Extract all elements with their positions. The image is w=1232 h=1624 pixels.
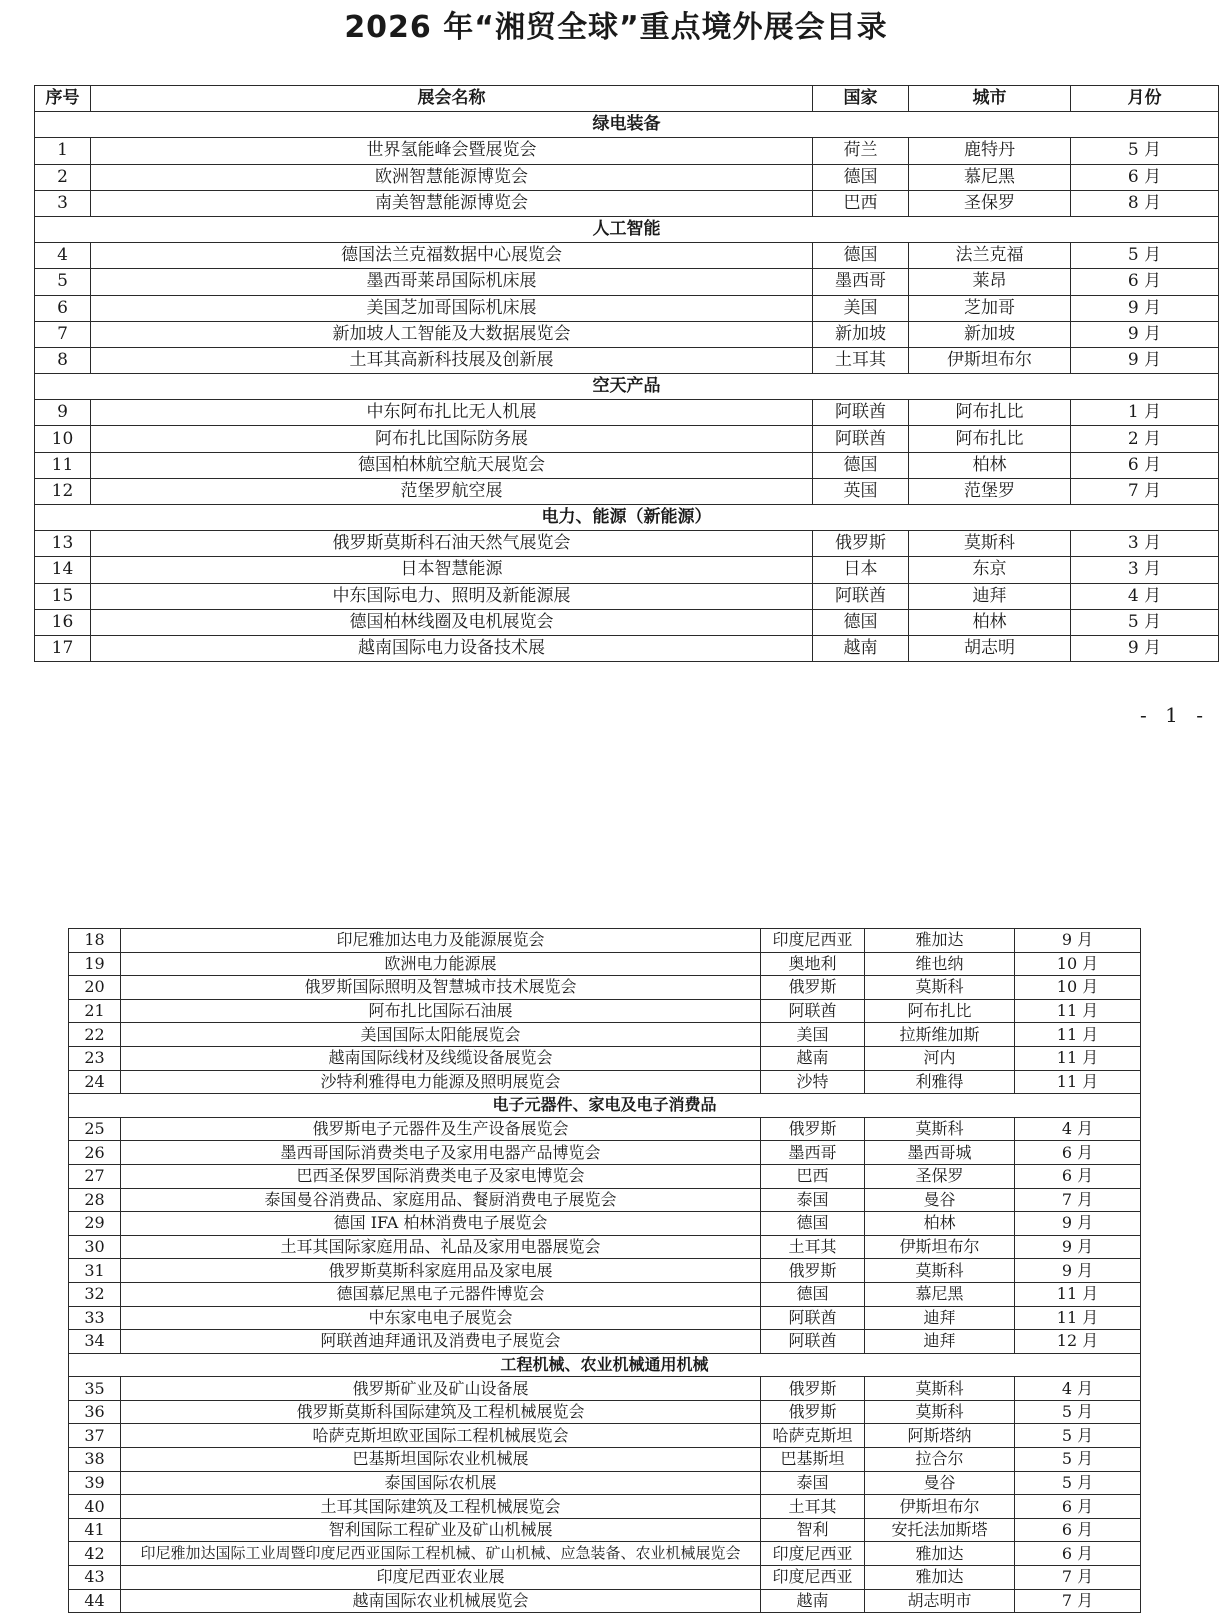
table-row — [35, 635, 1219, 661]
cell-month: 9 月 — [1015, 1259, 1141, 1283]
cell-month: 6 月 — [1015, 1518, 1141, 1542]
section-row — [35, 505, 1219, 531]
cell-city: 新加坡 — [909, 321, 1071, 347]
cell-country: 哈萨克斯坦 — [761, 1424, 865, 1448]
expo-table-page-1 — [34, 85, 1219, 662]
cell-month: 8 月 — [1071, 190, 1219, 216]
header-no: 序号 — [35, 86, 91, 112]
cell-month: 4 月 — [1015, 1377, 1141, 1401]
cell-no: 19 — [69, 952, 121, 976]
cell-month: 9 月 — [1071, 295, 1219, 321]
cell-expo-name: 德国柏林线圈及电机展览会 — [91, 609, 813, 635]
cell-country: 印度尼西亚 — [761, 929, 865, 953]
cell-month: 6 月 — [1015, 1542, 1141, 1566]
cell-country: 阿联酋 — [813, 583, 909, 609]
cell-city: 东京 — [909, 557, 1071, 583]
table-row — [69, 1589, 1141, 1613]
section-title: 电力、能源（新能源） — [35, 505, 1219, 531]
cell-city: 利雅得 — [865, 1070, 1015, 1094]
cell-month: 5 月 — [1015, 1471, 1141, 1495]
cell-month: 6 月 — [1071, 269, 1219, 295]
table-row — [35, 295, 1219, 321]
cell-month: 9 月 — [1015, 1235, 1141, 1259]
table-row — [69, 929, 1141, 953]
cell-month: 4 月 — [1071, 583, 1219, 609]
cell-expo-name: 哈萨克斯坦欧亚国际工程机械展览会 — [121, 1424, 761, 1448]
cell-expo-name: 沙特利雅得电力能源及照明展览会 — [121, 1070, 761, 1094]
cell-city: 圣保罗 — [865, 1164, 1015, 1188]
cell-country: 土耳其 — [761, 1235, 865, 1259]
cell-month: 10 月 — [1015, 952, 1141, 976]
cell-city: 法兰克福 — [909, 243, 1071, 269]
cell-month: 9 月 — [1071, 321, 1219, 347]
cell-month: 6 月 — [1015, 1141, 1141, 1165]
cell-no: 32 — [69, 1282, 121, 1306]
cell-city: 莫斯科 — [909, 531, 1071, 557]
cell-country: 俄罗斯 — [761, 1259, 865, 1283]
cell-country: 德国 — [813, 164, 909, 190]
cell-country: 巴西 — [761, 1164, 865, 1188]
cell-country: 奥地利 — [761, 952, 865, 976]
cell-country: 美国 — [813, 295, 909, 321]
cell-expo-name: 中东国际电力、照明及新能源展 — [91, 583, 813, 609]
cell-expo-name: 南美智慧能源博览会 — [91, 190, 813, 216]
cell-country: 印度尼西亚 — [761, 1566, 865, 1590]
section-row — [69, 1353, 1141, 1377]
cell-no: 39 — [69, 1471, 121, 1495]
cell-expo-name: 泰国国际农机展 — [121, 1471, 761, 1495]
cell-no: 22 — [69, 1023, 121, 1047]
cell-country: 阿联酋 — [761, 1306, 865, 1330]
cell-city: 拉合尔 — [865, 1448, 1015, 1472]
table-row — [69, 1235, 1141, 1259]
cell-city: 伊斯坦布尔 — [865, 1235, 1015, 1259]
table-row — [69, 1117, 1141, 1141]
cell-no: 35 — [69, 1377, 121, 1401]
table-row — [69, 1377, 1141, 1401]
section-row — [35, 112, 1219, 138]
table-row — [69, 1400, 1141, 1424]
cell-country: 泰国 — [761, 1471, 865, 1495]
cell-expo-name: 越南国际线材及线缆设备展览会 — [121, 1046, 761, 1070]
cell-expo-name: 墨西哥国际消费类电子及家用电器产品博览会 — [121, 1141, 761, 1165]
cell-expo-name: 印度尼西亚农业展 — [121, 1566, 761, 1590]
cell-expo-name: 土耳其国际家庭用品、礼品及家用电器展览会 — [121, 1235, 761, 1259]
cell-month: 11 月 — [1015, 1023, 1141, 1047]
cell-expo-name: 美国芝加哥国际机床展 — [91, 295, 813, 321]
cell-expo-name: 越南国际农业机械展览会 — [121, 1589, 761, 1613]
cell-country: 美国 — [761, 1023, 865, 1047]
cell-expo-name: 德国柏林航空航天展览会 — [91, 452, 813, 478]
cell-city: 迪拜 — [909, 583, 1071, 609]
cell-country: 印度尼西亚 — [761, 1542, 865, 1566]
cell-no: 11 — [35, 452, 91, 478]
cell-expo-name: 中东家电电子展览会 — [121, 1306, 761, 1330]
cell-city: 圣保罗 — [909, 190, 1071, 216]
cell-country: 阿联酋 — [813, 426, 909, 452]
cell-city: 慕尼黑 — [865, 1282, 1015, 1306]
cell-city: 雅加达 — [865, 1566, 1015, 1590]
table-row — [69, 1542, 1141, 1566]
cell-city: 维也纳 — [865, 952, 1015, 976]
section-row — [69, 1094, 1141, 1118]
cell-no: 37 — [69, 1424, 121, 1448]
cell-expo-name: 智利国际工程矿业及矿山机械展 — [121, 1518, 761, 1542]
cell-expo-name: 印尼雅加达电力及能源展览会 — [121, 929, 761, 953]
cell-country: 阿联酋 — [761, 1330, 865, 1354]
cell-month: 10 月 — [1015, 976, 1141, 1000]
cell-city: 莱昂 — [909, 269, 1071, 295]
cell-country: 巴基斯坦 — [761, 1448, 865, 1472]
table-row — [35, 557, 1219, 583]
table-row — [35, 478, 1219, 504]
cell-city: 阿斯塔纳 — [865, 1424, 1015, 1448]
table-row — [69, 1566, 1141, 1590]
cell-no: 17 — [35, 635, 91, 661]
cell-no: 2 — [35, 164, 91, 190]
cell-month: 9 月 — [1015, 929, 1141, 953]
cell-country: 新加坡 — [813, 321, 909, 347]
cell-month: 11 月 — [1015, 999, 1141, 1023]
table-row — [35, 426, 1219, 452]
cell-country: 俄罗斯 — [761, 1377, 865, 1401]
cell-no: 18 — [69, 929, 121, 953]
cell-month: 4 月 — [1015, 1117, 1141, 1141]
table-row — [69, 1188, 1141, 1212]
cell-month: 6 月 — [1015, 1495, 1141, 1519]
cell-country: 俄罗斯 — [813, 531, 909, 557]
cell-no: 9 — [35, 400, 91, 426]
cell-city: 莫斯科 — [865, 976, 1015, 1000]
table-row — [35, 164, 1219, 190]
cell-no: 16 — [35, 609, 91, 635]
cell-no: 21 — [69, 999, 121, 1023]
cell-month: 1 月 — [1071, 400, 1219, 426]
section-title: 空天产品 — [35, 374, 1219, 400]
table-row — [69, 1046, 1141, 1070]
table-row — [69, 952, 1141, 976]
cell-city: 阿布扎比 — [909, 426, 1071, 452]
cell-no: 33 — [69, 1306, 121, 1330]
cell-country: 俄罗斯 — [761, 976, 865, 1000]
cell-city: 阿布扎比 — [865, 999, 1015, 1023]
cell-country: 智利 — [761, 1518, 865, 1542]
cell-no: 44 — [69, 1589, 121, 1613]
cell-country: 德国 — [761, 1212, 865, 1236]
cell-expo-name: 俄罗斯矿业及矿山设备展 — [121, 1377, 761, 1401]
cell-no: 14 — [35, 557, 91, 583]
cell-month: 5 月 — [1015, 1424, 1141, 1448]
table-row — [69, 1495, 1141, 1519]
cell-expo-name: 德国慕尼黑电子元器件博览会 — [121, 1282, 761, 1306]
section-title: 绿电装备 — [35, 112, 1219, 138]
cell-city: 慕尼黑 — [909, 164, 1071, 190]
cell-month: 7 月 — [1015, 1589, 1141, 1613]
cell-country: 德国 — [813, 609, 909, 635]
cell-country: 巴西 — [813, 190, 909, 216]
cell-no: 23 — [69, 1046, 121, 1070]
section-title: 人工智能 — [35, 216, 1219, 242]
cell-no: 3 — [35, 190, 91, 216]
cell-expo-name: 俄罗斯电子元器件及生产设备展览会 — [121, 1117, 761, 1141]
cell-city: 莫斯科 — [865, 1117, 1015, 1141]
cell-country: 墨西哥 — [761, 1141, 865, 1165]
cell-country: 越南 — [761, 1046, 865, 1070]
cell-no: 10 — [35, 426, 91, 452]
section-row — [35, 216, 1219, 242]
table-row — [69, 1023, 1141, 1047]
table-row — [69, 999, 1141, 1023]
cell-no: 28 — [69, 1188, 121, 1212]
table-row — [69, 976, 1141, 1000]
cell-expo-name: 巴西圣保罗国际消费类电子及家电博览会 — [121, 1164, 761, 1188]
table-row — [69, 1448, 1141, 1472]
cell-expo-name: 美国国际太阳能展览会 — [121, 1023, 761, 1047]
cell-expo-name: 世界氢能峰会暨展览会 — [91, 138, 813, 164]
cell-city: 迪拜 — [865, 1306, 1015, 1330]
table-row — [35, 531, 1219, 557]
cell-city: 迪拜 — [865, 1330, 1015, 1354]
cell-month: 5 月 — [1015, 1448, 1141, 1472]
page-title: 2026 年“湘贸全球”重点境外展会目录 — [344, 10, 888, 45]
cell-city: 莫斯科 — [865, 1259, 1015, 1283]
cell-city: 河内 — [865, 1046, 1015, 1070]
cell-no: 43 — [69, 1566, 121, 1590]
cell-expo-name: 阿布扎比国际石油展 — [121, 999, 761, 1023]
cell-month: 9 月 — [1015, 1212, 1141, 1236]
cell-country: 德国 — [761, 1282, 865, 1306]
table-row — [69, 1330, 1141, 1354]
cell-month: 12 月 — [1015, 1330, 1141, 1354]
cell-city: 伊斯坦布尔 — [909, 347, 1071, 373]
cell-city: 胡志明 — [909, 635, 1071, 661]
table-row — [35, 347, 1219, 373]
cell-no: 27 — [69, 1164, 121, 1188]
cell-no: 41 — [69, 1518, 121, 1542]
cell-country: 阿联酋 — [813, 400, 909, 426]
table-row — [69, 1424, 1141, 1448]
cell-no: 26 — [69, 1141, 121, 1165]
cell-month: 6 月 — [1015, 1164, 1141, 1188]
cell-expo-name: 阿联酋迪拜通讯及消费电子展览会 — [121, 1330, 761, 1354]
cell-month: 11 月 — [1015, 1046, 1141, 1070]
table-row — [35, 400, 1219, 426]
header-name: 展会名称 — [91, 86, 813, 112]
cell-month: 7 月 — [1015, 1188, 1141, 1212]
cell-country: 越南 — [761, 1589, 865, 1613]
cell-expo-name: 中东阿布扎比无人机展 — [91, 400, 813, 426]
cell-expo-name: 俄罗斯国际照明及智慧城市技术展览会 — [121, 976, 761, 1000]
cell-city: 伊斯坦布尔 — [865, 1495, 1015, 1519]
cell-month: 2 月 — [1071, 426, 1219, 452]
cell-month: 5 月 — [1071, 138, 1219, 164]
cell-expo-name: 范堡罗航空展 — [91, 478, 813, 504]
cell-expo-name: 泰国曼谷消费品、家庭用品、餐厨消费电子展览会 — [121, 1188, 761, 1212]
cell-expo-name: 阿布扎比国际防务展 — [91, 426, 813, 452]
cell-country: 德国 — [813, 452, 909, 478]
cell-expo-name: 日本智慧能源 — [91, 557, 813, 583]
cell-expo-name: 德国法兰克福数据中心展览会 — [91, 243, 813, 269]
cell-country: 俄罗斯 — [761, 1400, 865, 1424]
cell-city: 莫斯科 — [865, 1377, 1015, 1401]
cell-no: 8 — [35, 347, 91, 373]
header-month: 月份 — [1071, 86, 1219, 112]
table-row — [35, 190, 1219, 216]
cell-no: 4 — [35, 243, 91, 269]
cell-month: 6 月 — [1071, 164, 1219, 190]
cell-city: 鹿特丹 — [909, 138, 1071, 164]
table-row — [35, 269, 1219, 295]
table-row — [69, 1518, 1141, 1542]
table-row — [69, 1070, 1141, 1094]
cell-no: 7 — [35, 321, 91, 347]
cell-no: 20 — [69, 976, 121, 1000]
table-row — [69, 1141, 1141, 1165]
cell-city: 胡志明市 — [865, 1589, 1015, 1613]
cell-month: 7 月 — [1071, 478, 1219, 504]
table-row — [35, 321, 1219, 347]
cell-expo-name: 欧洲电力能源展 — [121, 952, 761, 976]
cell-city: 莫斯科 — [865, 1400, 1015, 1424]
cell-city: 雅加达 — [865, 929, 1015, 953]
expo-table-page-2 — [68, 928, 1141, 1613]
cell-country: 英国 — [813, 478, 909, 504]
cell-expo-name: 越南国际电力设备技术展 — [91, 635, 813, 661]
table-row — [69, 1471, 1141, 1495]
cell-no: 42 — [69, 1542, 121, 1566]
cell-no: 24 — [69, 1070, 121, 1094]
cell-no: 31 — [69, 1259, 121, 1283]
cell-expo-name: 俄罗斯莫斯科家庭用品及家电展 — [121, 1259, 761, 1283]
table-row — [35, 138, 1219, 164]
cell-no: 5 — [35, 269, 91, 295]
cell-expo-name: 德国 IFA 柏林消费电子展览会 — [121, 1212, 761, 1236]
page-number: - 1 - — [1140, 703, 1209, 727]
cell-month: 5 月 — [1015, 1400, 1141, 1424]
section-title: 电子元器件、家电及电子消费品 — [69, 1094, 1141, 1118]
cell-country: 德国 — [813, 243, 909, 269]
cell-expo-name: 印尼雅加达国际工业周暨印度尼西亚国际工程机械、矿山机械、应急装备、农业机械展览会 — [121, 1542, 761, 1566]
cell-country: 土耳其 — [813, 347, 909, 373]
cell-expo-name: 新加坡人工智能及大数据展览会 — [91, 321, 813, 347]
cell-no: 40 — [69, 1495, 121, 1519]
cell-country: 日本 — [813, 557, 909, 583]
cell-country: 泰国 — [761, 1188, 865, 1212]
cell-country: 土耳其 — [761, 1495, 865, 1519]
cell-no: 15 — [35, 583, 91, 609]
cell-city: 芝加哥 — [909, 295, 1071, 321]
cell-month: 3 月 — [1071, 531, 1219, 557]
cell-city: 柏林 — [865, 1212, 1015, 1236]
cell-city: 曼谷 — [865, 1471, 1015, 1495]
section-title: 工程机械、农业机械通用机械 — [69, 1353, 1141, 1377]
table-row — [69, 1164, 1141, 1188]
cell-expo-name: 俄罗斯莫斯科石油天然气展览会 — [91, 531, 813, 557]
cell-no: 1 — [35, 138, 91, 164]
cell-expo-name: 土耳其国际建筑及工程机械展览会 — [121, 1495, 761, 1519]
cell-no: 25 — [69, 1117, 121, 1141]
cell-city: 阿布扎比 — [909, 400, 1071, 426]
cell-country: 沙特 — [761, 1070, 865, 1094]
table-header-row — [35, 86, 1219, 112]
cell-month: 9 月 — [1071, 635, 1219, 661]
cell-city: 范堡罗 — [909, 478, 1071, 504]
cell-city: 拉斯维加斯 — [865, 1023, 1015, 1047]
cell-expo-name: 巴基斯坦国际农业机械展 — [121, 1448, 761, 1472]
header-country: 国家 — [813, 86, 909, 112]
cell-month: 11 月 — [1015, 1306, 1141, 1330]
cell-expo-name: 土耳其高新科技展及创新展 — [91, 347, 813, 373]
table-row — [35, 452, 1219, 478]
cell-expo-name: 墨西哥莱昂国际机床展 — [91, 269, 813, 295]
cell-month: 3 月 — [1071, 557, 1219, 583]
cell-country: 阿联酋 — [761, 999, 865, 1023]
cell-expo-name: 俄罗斯莫斯科国际建筑及工程机械展览会 — [121, 1400, 761, 1424]
table-row — [69, 1306, 1141, 1330]
cell-city: 曼谷 — [865, 1188, 1015, 1212]
cell-country: 墨西哥 — [813, 269, 909, 295]
cell-no: 13 — [35, 531, 91, 557]
cell-month: 5 月 — [1071, 243, 1219, 269]
cell-month: 11 月 — [1015, 1070, 1141, 1094]
cell-no: 29 — [69, 1212, 121, 1236]
table-row — [35, 609, 1219, 635]
cell-country: 荷兰 — [813, 138, 909, 164]
cell-country: 越南 — [813, 635, 909, 661]
cell-no: 38 — [69, 1448, 121, 1472]
cell-expo-name: 欧洲智慧能源博览会 — [91, 164, 813, 190]
table-row — [69, 1259, 1141, 1283]
cell-no: 12 — [35, 478, 91, 504]
cell-city: 墨西哥城 — [865, 1141, 1015, 1165]
cell-city: 柏林 — [909, 452, 1071, 478]
table-row — [35, 243, 1219, 269]
section-row — [35, 374, 1219, 400]
cell-month: 5 月 — [1071, 609, 1219, 635]
cell-month: 7 月 — [1015, 1566, 1141, 1590]
table-row — [69, 1212, 1141, 1236]
cell-month: 6 月 — [1071, 452, 1219, 478]
table-row — [69, 1282, 1141, 1306]
cell-no: 36 — [69, 1400, 121, 1424]
cell-no: 30 — [69, 1235, 121, 1259]
cell-month: 9 月 — [1071, 347, 1219, 373]
cell-city: 安托法加斯塔 — [865, 1518, 1015, 1542]
cell-no: 6 — [35, 295, 91, 321]
cell-no: 34 — [69, 1330, 121, 1354]
table-row — [35, 583, 1219, 609]
cell-month: 11 月 — [1015, 1282, 1141, 1306]
cell-city: 雅加达 — [865, 1542, 1015, 1566]
cell-city: 柏林 — [909, 609, 1071, 635]
header-city: 城市 — [909, 86, 1071, 112]
cell-country: 俄罗斯 — [761, 1117, 865, 1141]
